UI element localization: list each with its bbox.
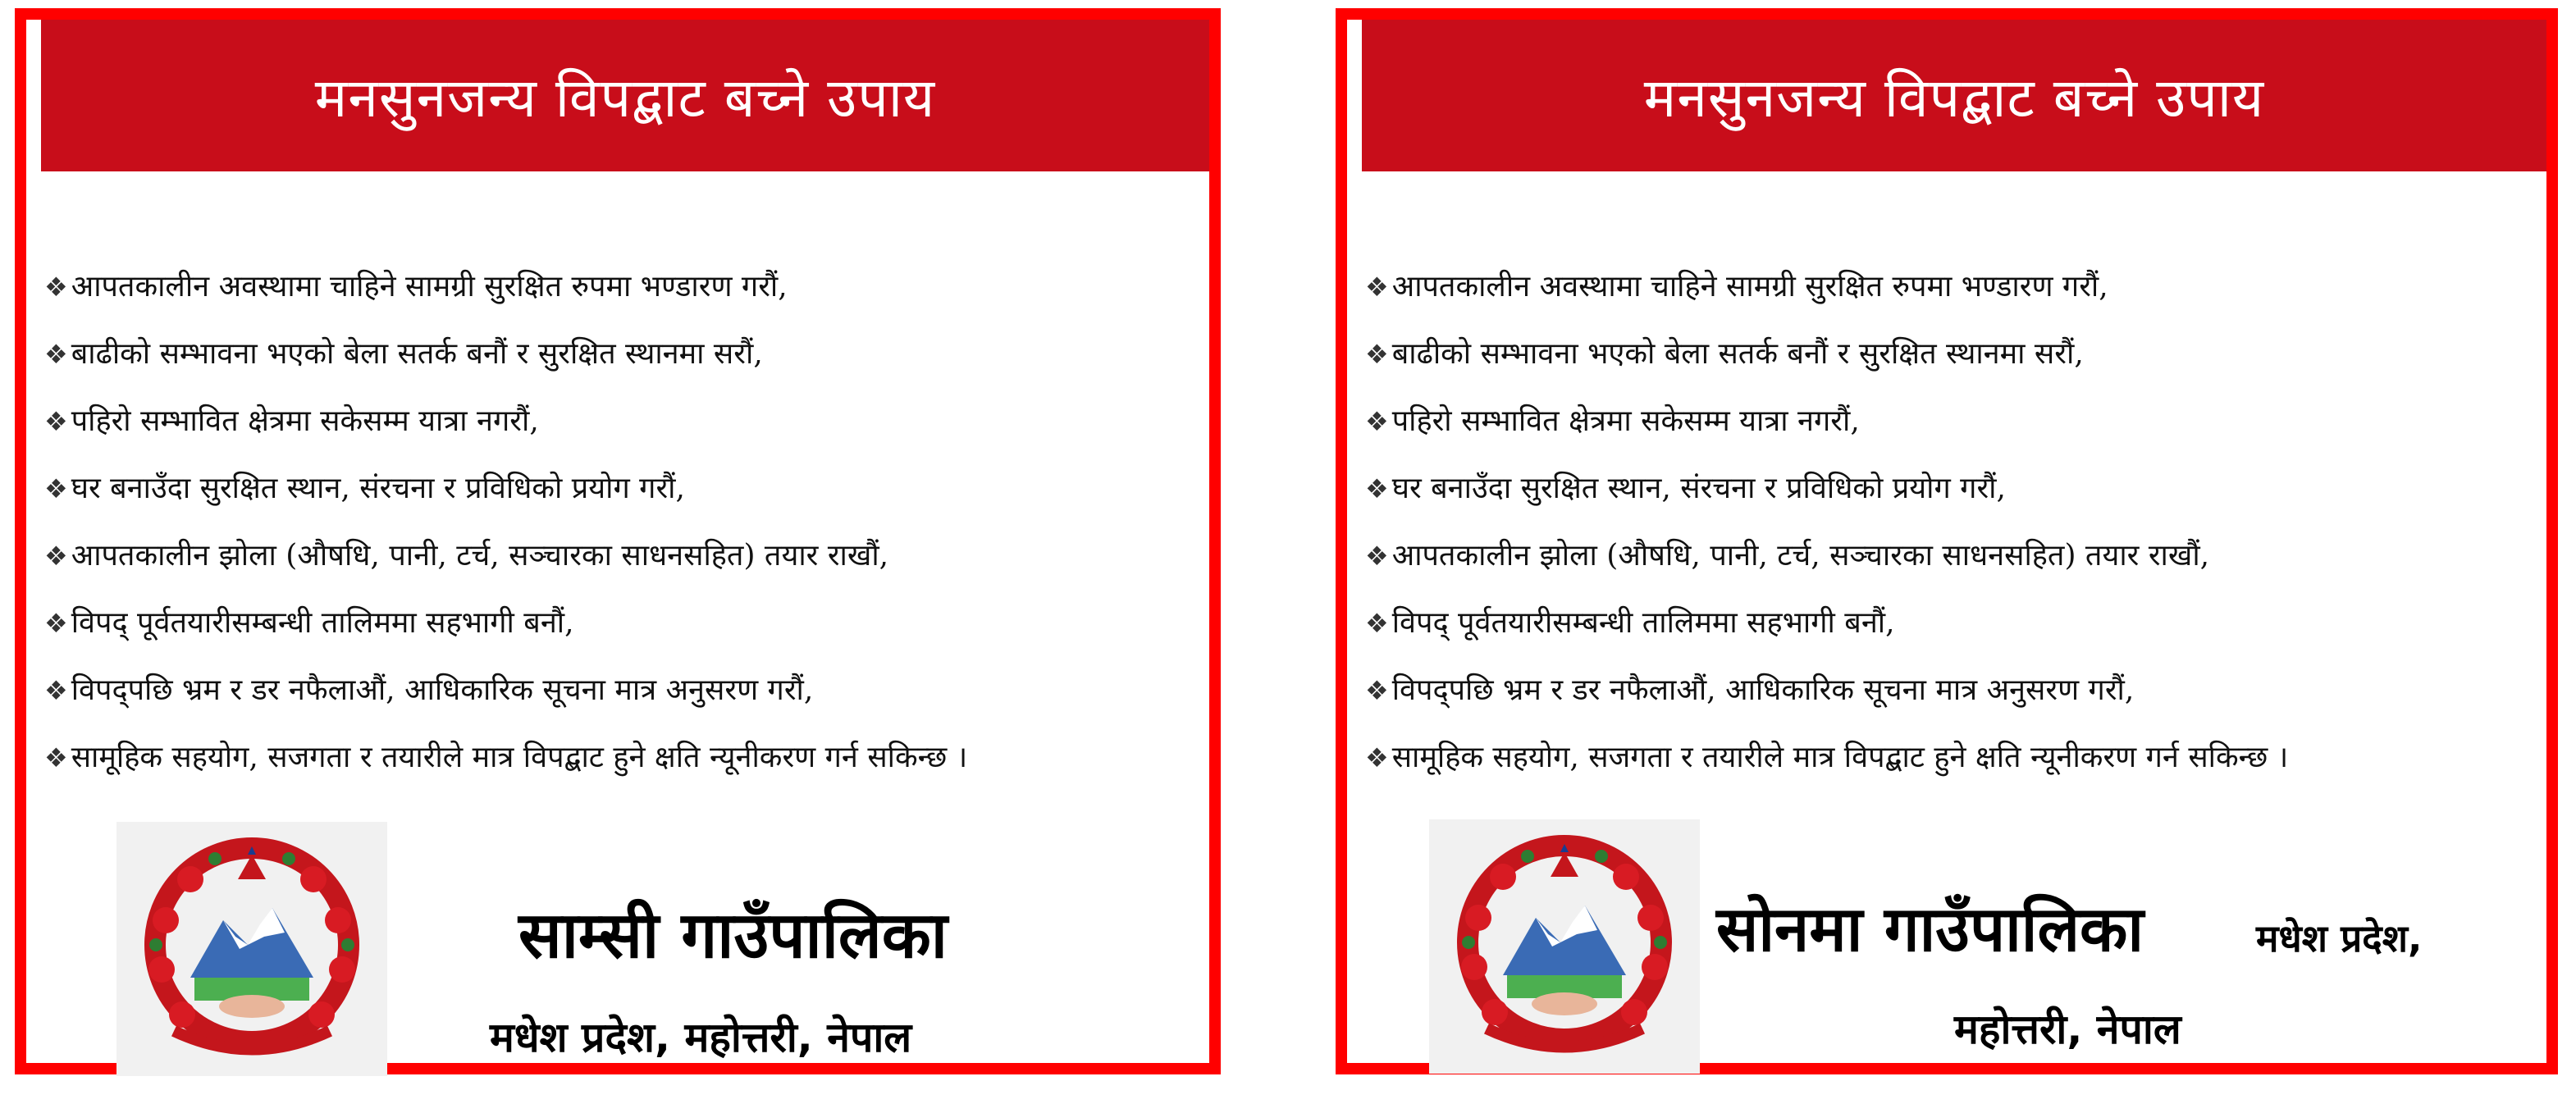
poster-header <box>41 20 1209 171</box>
list-item: ❖ आपतकालीन झोला (औषधि, पानी, टर्च, सञ्चारका साधनसहित) तयार राखौं, <box>1365 539 2210 572</box>
list-item: ❖ विपद्पछि भ्रम र डर नफैलाऔं, आधिकारिक सूचना मात्र अनुसरण गरौं, <box>44 673 814 707</box>
bullet-icon: ❖ <box>1365 742 1389 773</box>
bullet-icon: ❖ <box>1365 473 1389 504</box>
municipality-address-province: मधेश प्रदेश, <box>2256 916 2423 960</box>
bullet-icon: ❖ <box>44 742 68 773</box>
list-item: ❖ बाढीको सम्भावना भएको बेला सतर्क बनौं र सुरक्षित स्थानमा सरौं, <box>1365 337 2084 371</box>
bullet-icon: ❖ <box>44 339 68 370</box>
bullet-icon: ❖ <box>44 608 68 639</box>
municipality-name: साम्सी गाउँपालिका <box>518 899 948 973</box>
bullet-icon: ❖ <box>44 271 68 303</box>
bullet-icon: ❖ <box>1365 675 1389 706</box>
bullet-icon: ❖ <box>44 473 68 504</box>
list-item: ❖ घर बनाउँदा सुरक्षित स्थान, संरचना र प्रविधिको प्रयोग गरौं, <box>44 472 685 505</box>
list-item: ❖ बाढीको सम्भावना भएको बेला सतर्क बनौं र सुरक्षित स्थानमा सरौं, <box>44 337 763 371</box>
list-item: ❖ पहिरो सम्भावित क्षेत्रमा सकेसम्म यात्रा नगरौं, <box>44 404 539 438</box>
list-item: ❖ विपद्पछि भ्रम र डर नफैलाऔं, आधिकारिक सूचना मात्र अनुसरण गरौं, <box>1365 673 2135 707</box>
bullet-icon: ❖ <box>1365 339 1389 370</box>
poster-right <box>1336 8 2558 1074</box>
list-item: ❖ घर बनाउँदा सुरक्षित स्थान, संरचना र प्रविधिको प्रयोग गरौं, <box>1365 472 2006 505</box>
nepal-government-emblem-icon <box>1429 819 1700 1074</box>
list-item: ❖ आपतकालीन अवस्थामा चाहिने सामग्री सुरक्षित रुपमा भण्डारण गरौं, <box>1365 270 2108 303</box>
list-item: ❖ विपद् पूर्वतयारीसम्बन्धी तालिममा सहभागी बनौं, <box>1365 606 1895 640</box>
list-item: ❖ आपतकालीन अवस्थामा चाहिने सामग्री सुरक्षित रुपमा भण्डारण गरौं, <box>44 270 788 303</box>
safety-tips-list <box>44 253 1201 791</box>
safety-tips-list <box>1365 253 2538 791</box>
poster-title: मनसुनजन्य विपद्बाट बच्ने उपाय <box>1643 66 2265 130</box>
list-item: ❖ सामूहिक सहयोग, सजगता र तयारीले मात्र विपद्बाट हुने क्षति न्यूनीकरण गर्न सकिन्छ । <box>1365 741 2289 774</box>
municipality-address: मधेश प्रदेश, महोत्तरी, नेपाल <box>490 1014 912 1061</box>
bullet-icon: ❖ <box>1365 541 1389 572</box>
list-item: ❖ सामूहिक सहयोग, सजगता र तयारीले मात्र विपद्बाट हुने क्षति न्यूनीकरण गर्न सकिन्छ । <box>44 741 968 774</box>
bullet-icon: ❖ <box>1365 406 1389 437</box>
bullet-icon: ❖ <box>1365 271 1389 303</box>
municipality-address-district: महोत्तरी, नेपाल <box>1954 1006 2181 1053</box>
bullet-icon: ❖ <box>44 675 68 706</box>
poster-left <box>15 8 1221 1074</box>
list-item: ❖ आपतकालीन झोला (औषधि, पानी, टर्च, सञ्चारका साधनसहित) तयार राखौं, <box>44 539 889 572</box>
list-item: ❖ विपद् पूर्वतयारीसम्बन्धी तालिममा सहभागी बनौं, <box>44 606 574 640</box>
municipality-name: सोनमा गाउँपालिका <box>1716 892 2144 965</box>
nepal-government-emblem-icon <box>116 822 387 1076</box>
bullet-icon: ❖ <box>1365 608 1389 639</box>
bullet-icon: ❖ <box>44 406 68 437</box>
bullet-icon: ❖ <box>44 541 68 572</box>
poster-title: मनसुनजन्य विपद्बाट बच्ने उपाय <box>314 66 936 130</box>
list-item: ❖ पहिरो सम्भावित क्षेत्रमा सकेसम्म यात्रा नगरौं, <box>1365 404 1860 438</box>
poster-header <box>1362 20 2546 171</box>
